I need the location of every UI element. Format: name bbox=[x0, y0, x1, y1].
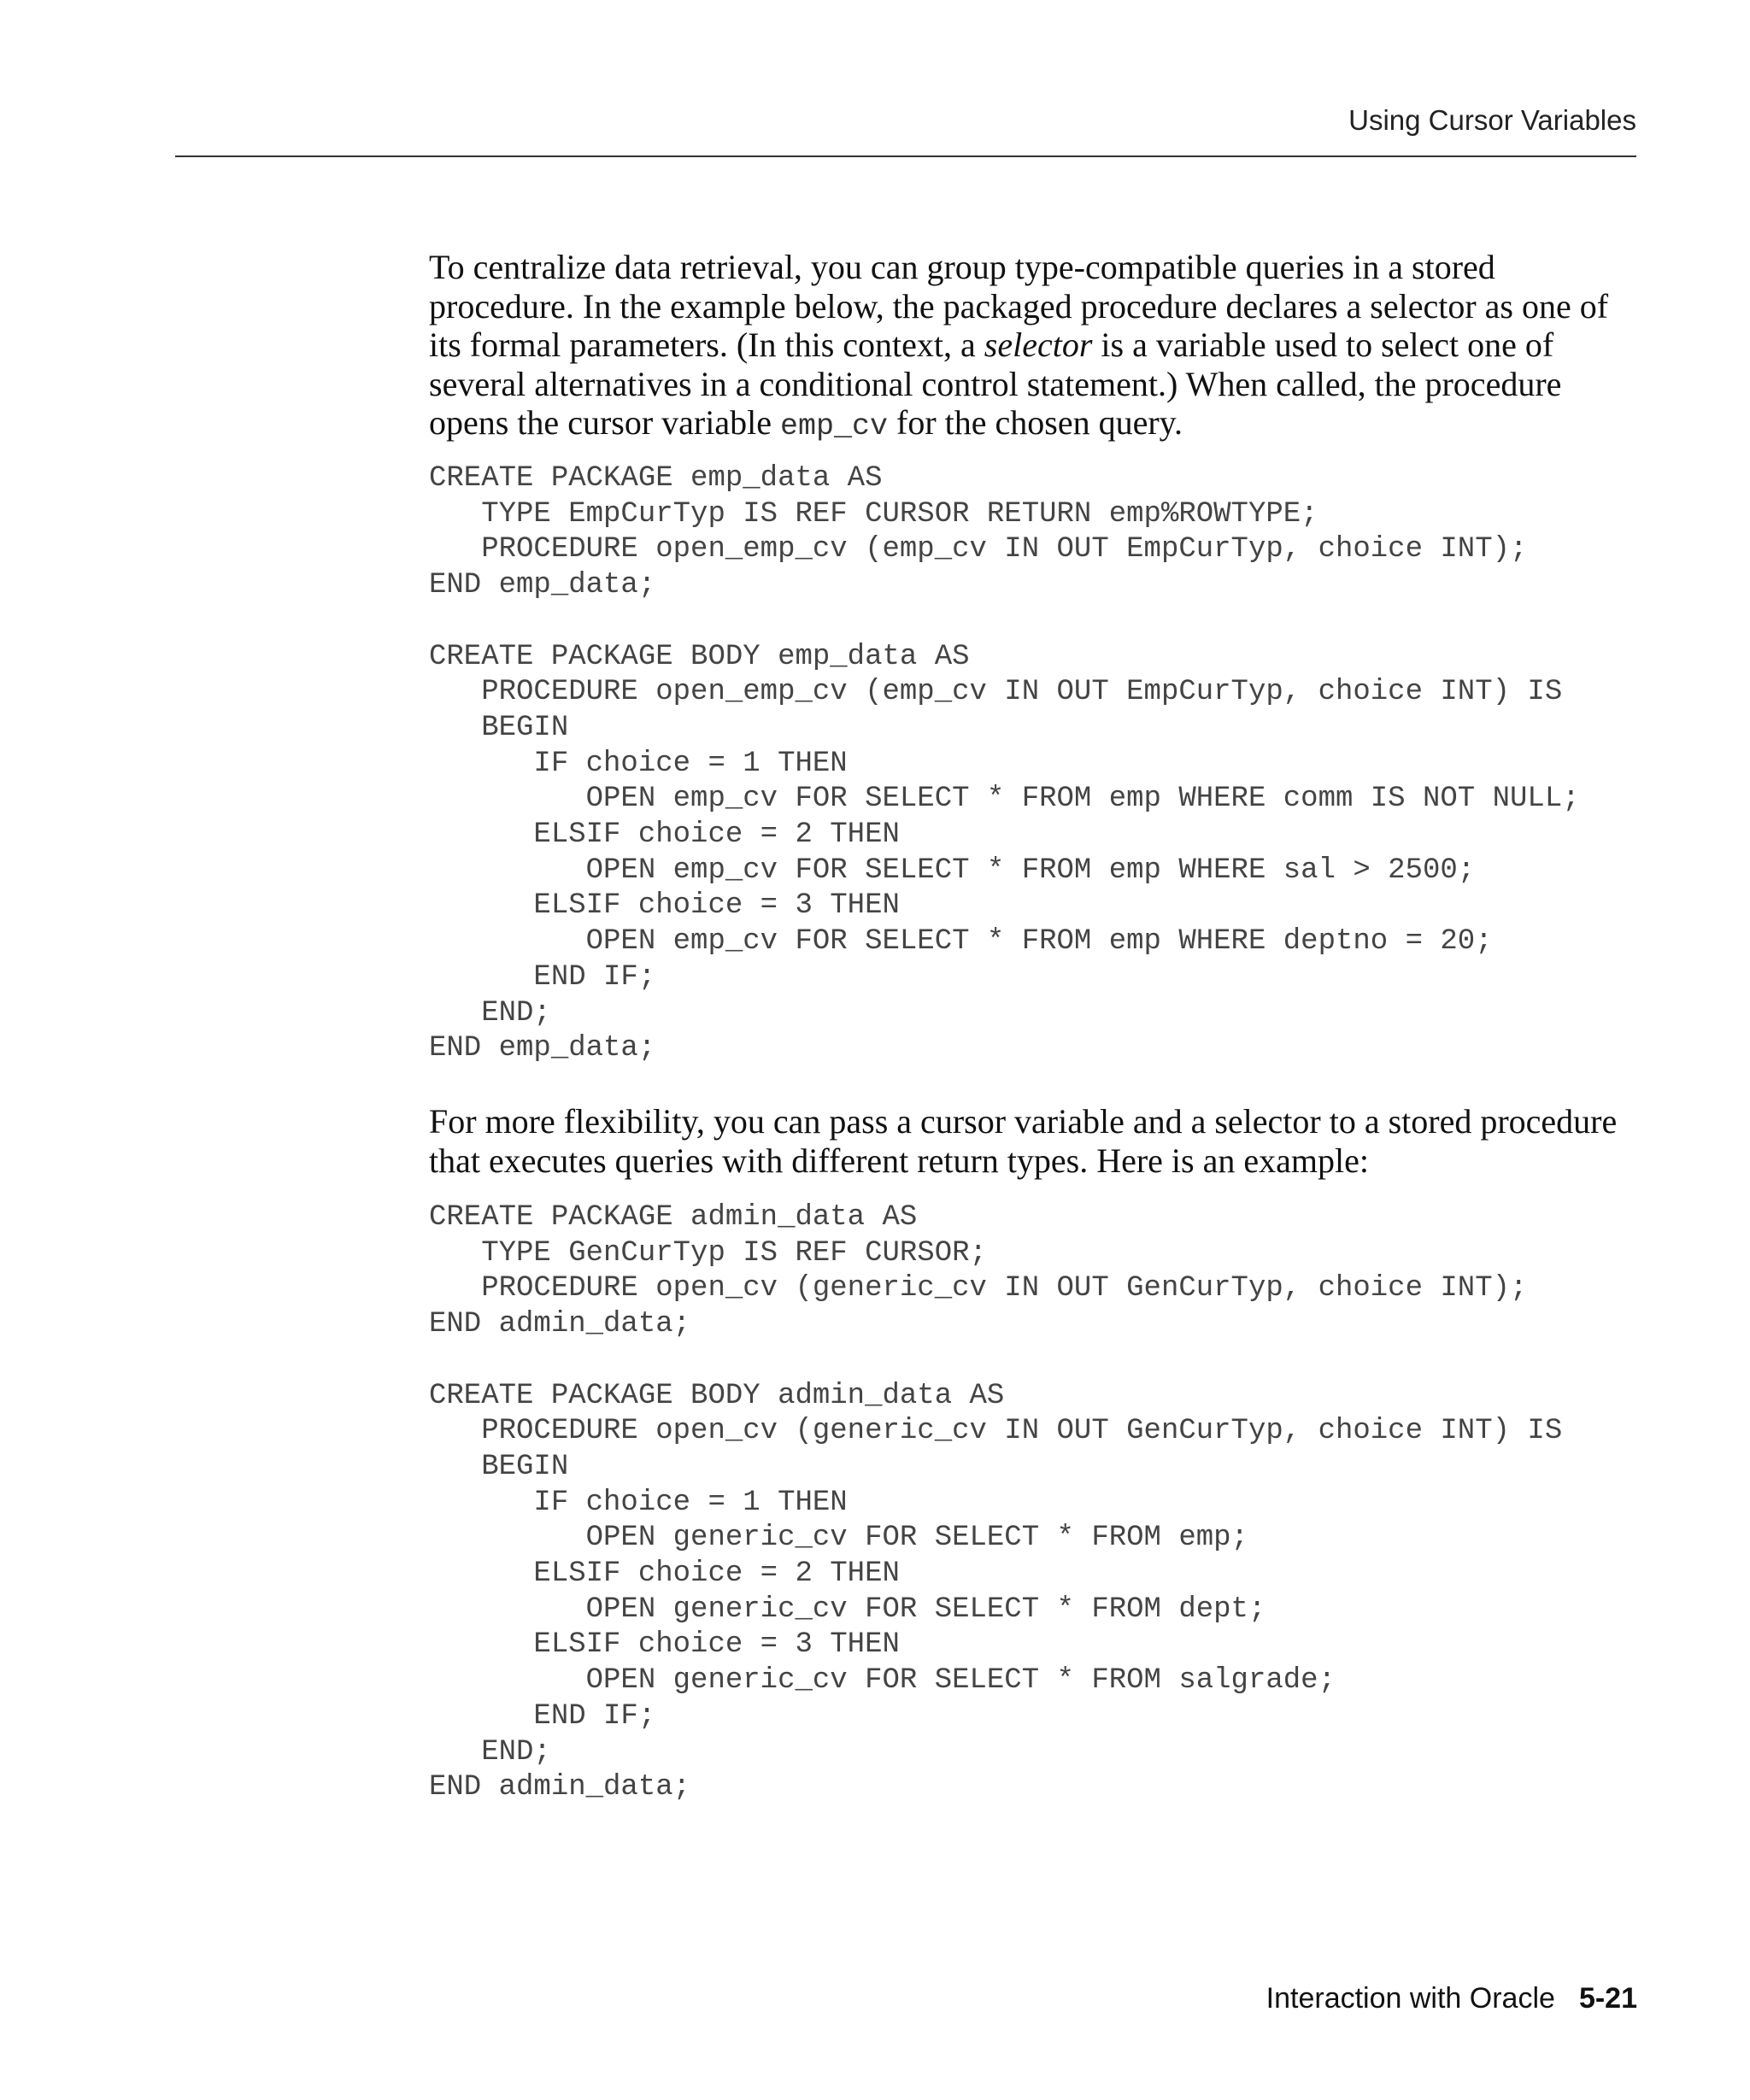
intro-paragraph bbox=[429, 248, 1642, 447]
code-block-admin-data: CREATE PACKAGE admin_data AS TYPE GenCurTyp IS REF CURSOR; PROCEDURE open_cv (generic_cv IN OUT GenCurTyp, choice INT); END admin_data; CREATE PACKAGE BODY admin_data AS PROCEDURE open_cv (generic_cv IN OUT GenCurTyp, choice INT) IS BEGIN IF choice = 1 THEN OPEN generic_cv FOR SELECT * FROM emp; ELSIF choice = 2 THEN OPEN generic_cv FOR SELECT * FROM dept; ELSIF choice = 3 THEN OPEN generic_cv FOR SELECT * FROM salgrade; END IF; END; END admin_data; bbox=[429, 1201, 1563, 1804]
term-selector: selector bbox=[984, 326, 1093, 364]
section-2 bbox=[429, 1102, 1642, 1180]
intro-text-middle: is a variable used to select one of several alternatives in a conditional control statement.) When called, the procedure opens the cursor variable bbox=[429, 326, 1562, 442]
section-1 bbox=[429, 248, 1642, 447]
running-header: Using Cursor Variables bbox=[1348, 104, 1636, 136]
intro-text-start: To centralize data retrieval, you can group type-compatible queries in a stored procedure. In the example below, the packaged procedure declares a selector as one of its formal parameters. (In this context, a bbox=[429, 248, 1609, 364]
intro-text-end: for the chosen query. bbox=[888, 403, 1183, 442]
flexibility-paragraph: For more flexibility, you can pass a cursor variable and a selector to a stored procedure that executes queries with different return types. Here is an example: bbox=[429, 1102, 1618, 1180]
page-footer bbox=[1025, 1982, 1637, 2015]
inline-code-emp-cv: emp_cv bbox=[779, 409, 888, 443]
page-number: 5-21 bbox=[1578, 1982, 1637, 2015]
code-block-2-wrap bbox=[429, 1200, 1642, 1806]
code-block-emp-data: CREATE PACKAGE emp_data AS TYPE EmpCurTyp IS REF CURSOR RETURN emp%ROWTYPE; PROCEDURE open_emp_cv (emp_cv IN OUT EmpCurTyp, choice INT); END emp_data; CREATE PACKAGE BODY emp_data AS PROCEDURE open_emp_cv (emp_cv IN OUT EmpCurTyp, choice INT) IS BEGIN IF choice = 1 THEN OPEN emp_cv FOR SELECT * FROM emp WHERE comm IS NOT NULL; ELSIF choice = 2 THEN OPEN emp_cv FOR SELECT * FROM emp WHERE sal > 2500; ELSIF choice = 3 THEN OPEN emp_cv FOR SELECT * FROM emp WHERE deptno = 20; END IF; END; END emp_data; bbox=[429, 462, 1580, 1065]
code-block-1-wrap bbox=[429, 461, 1642, 1067]
footer-chapter: Interaction with Oracle bbox=[1266, 1982, 1555, 2015]
header-rule bbox=[175, 155, 1636, 157]
